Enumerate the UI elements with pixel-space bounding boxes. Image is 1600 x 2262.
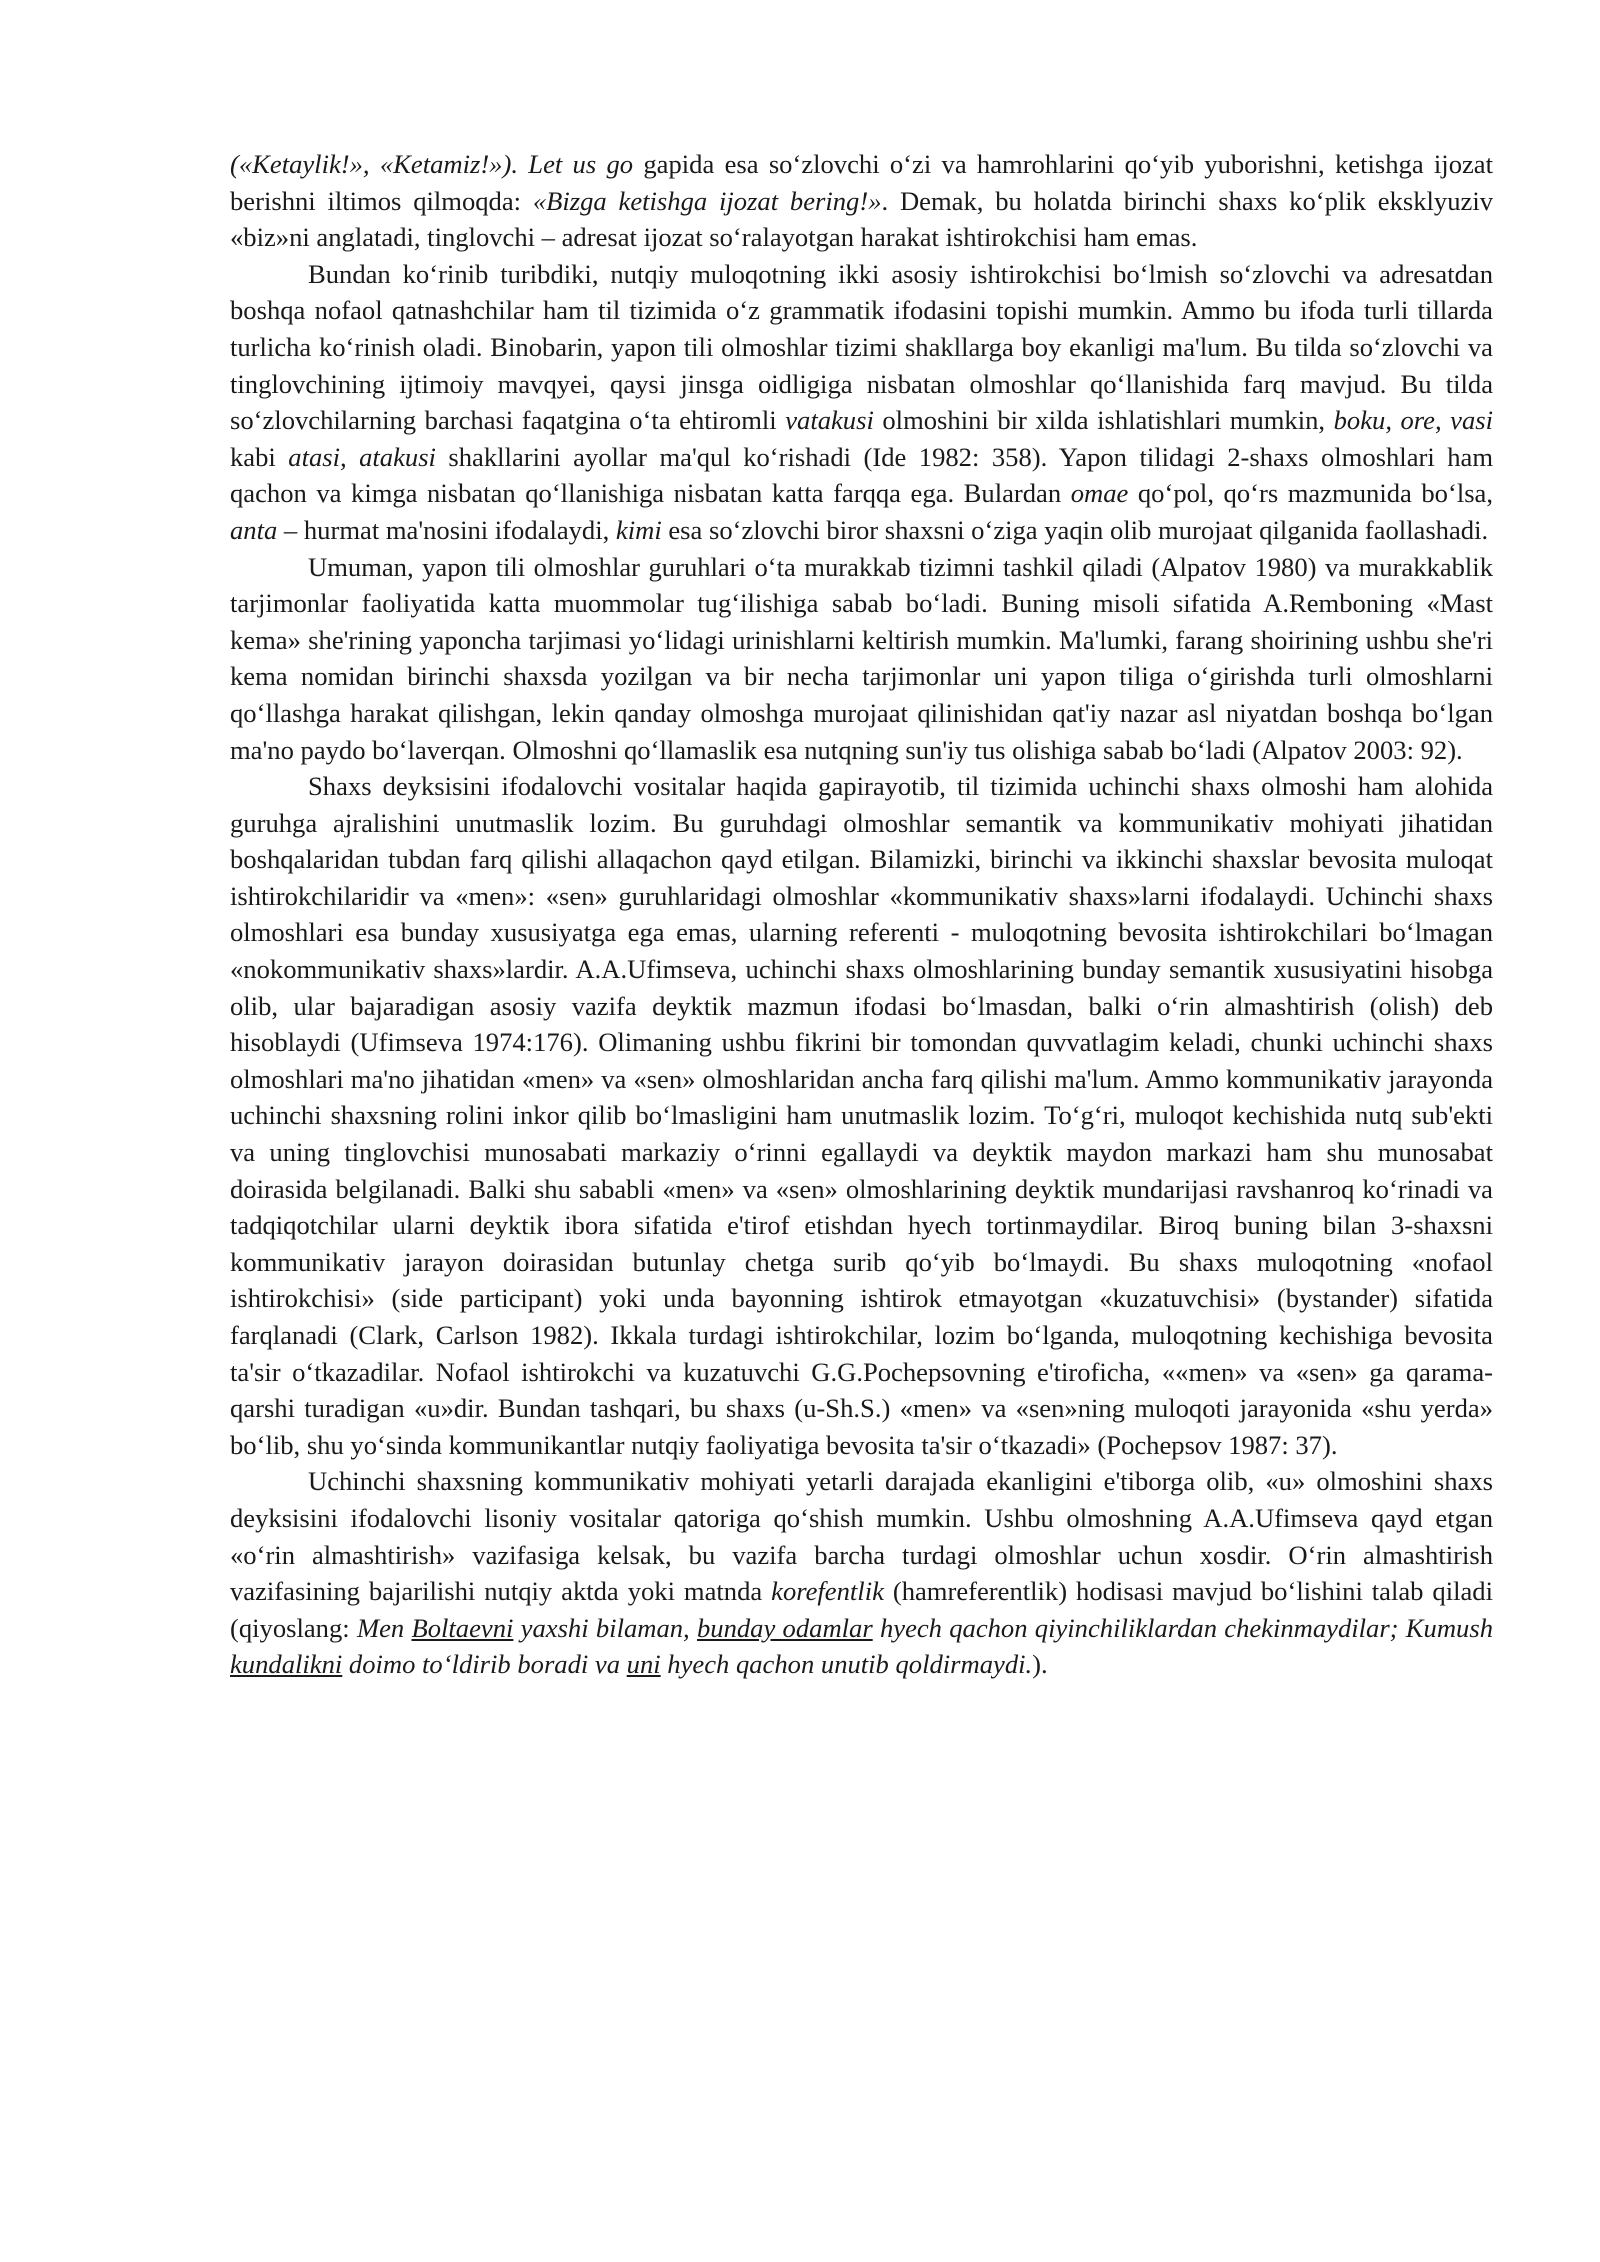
text-run: korefentlik [771,1576,884,1607]
text-run: . Demak, bu holatda birinchi shaxs ko‘plik eksklyuziv «biz»ni anglatadi, tinglovchi – adresat ijozat so‘ralayotgan harakat ishtirokchisi ham emas. [230,185,1494,253]
italic-text [357,1613,412,1643]
italic-text [230,149,633,179]
underlined-text [697,1613,873,1643]
text-run: qo‘pol, qo‘rs mazmunida bo‘lsa, [1128,478,1494,509]
text-run: «Bizga ketishga ijozat bering!» [532,185,882,216]
paragraph [230,1463,1493,1683]
italic-text [616,515,662,545]
italic-text [661,1649,1033,1679]
text-run: Boltaevni [411,1612,514,1643]
italic-text [342,1649,626,1679]
italic-text [771,1576,884,1606]
text-run: Bundan ko‘rinib turibdiki, nutqiy muloqotning ikki asosiy ishtirokchisi bo‘lmish so‘zlovchi va adresatdan boshqa nofaol qatnashchilar ham til tizimida o‘z grammatik ifodasini topishi mumkin. Ammo bu ifoda turli tillarda turlicha ko‘rinish oladi. Binobarin, yapon tili olmoshlar tizimi shakllarga boy ekanligi ma'lum. Bu tilda so‘zlovchi va tinglovchining ijtimoiy mavqyei, qaysi jinsga oidligiga nisbatan olmoshlar qo‘llanishida farq mavjud. Bu tilda so‘zlovchilarning barchasi faqatgina o‘ta ehtiromli [230,258,1493,436]
italic-text [411,1613,513,1643]
text-run: anta [230,514,278,545]
text-run: kabi [230,441,289,472]
text-run: bunday odamlar [696,1612,873,1643]
text-run: doimo to‘ldirib boradi va [342,1649,627,1680]
text-run: kundalikni [230,1649,343,1680]
text-run: olmoshini bir xilda ishlatishlari mumkin, [873,405,1334,436]
paragraph [230,768,1493,1463]
text-run: boku, ore, vasi [1333,405,1494,436]
underlined-text [411,1613,513,1643]
italic-text [873,1613,1493,1643]
underlined-text [627,1649,661,1679]
text-run: vatakusi [785,405,874,436]
text-run: gapida esa so‘zlovchi o‘zi va hamrohlarini qo‘yib yuborishni, ketishga ijozat berishni iltimos qilmoqda: [230,149,1493,216]
text-run: uni [626,1649,661,1680]
italic-text [627,1649,661,1679]
text-run: Uchinchi shaxsning kommunikativ mohiyati yetarli darajada ekanligini e'tiborga olib, «u» olmoshini shaxs deyksisini ifodalovchi lisoniy vositalar qatoriga qo‘shish mumkin. Ushbu olmoshning A.A.Ufimseva qayd etgan «o‘rin almashtirish» vazifasiga kelsak, bu vazifa barcha turdagi olmoshlar uchun xosdir. O‘rin almashtirish vazifasining bajarilishi nutqiy aktda yoki matnda [230,1466,1493,1607]
italic-text [230,1649,342,1679]
text-run: kimi [615,514,662,545]
text-run: – hurmat ma'nosini ifodalaydi, [277,514,616,545]
text-run: atasi, atakusi [288,441,436,472]
text-run: Shaxs deyksisini ifodalovchi vositalar haqida gapirayotib, til tizimida uchinchi shaxs olmoshi ham alohida guruhga ajralishini unutmaslik lozim. Bu guruhdagi olmoshlar semantik va kommunikativ mohiyati jihatidan boshqalaridan tubdan farq qilishi allaqachon qayd etilgan. Bilamizki, birinchi va ikkinchi shaxslar bevosita muloqat ishtirokchilaridir va «men»: «sen» guruhlaridagi olmoshlar «kommunikativ shaxs»larni ifodalaydi. Uchinchi shaxs olmoshlari esa bunday xususiyatga ega emas, ularning referenti - muloqotning bevosita ishtirokchilari bo‘lmagan «nokommunikativ shaxs»lardir. A.A.Ufimseva, uchinchi shaxs olmoshlarining bunday semantik xususiyatini hisobga olib, ular bajaradigan asosiy vazifa deyktik mazmun ifodasi bo‘lmasdan, balki o‘rin almashtirish (olish) deb hisoblaydi (Ufimseva 1974:176). Olimaning ushbu fikrini bir tomondan quvvatlagim keladi, chunki uchinchi shaxs olmoshlari ma'no jihatidan «men» va «sen» olmoshlaridan ancha farq qilishi ma'lum. Ammo kommunikativ jarayonda uchinchi shaxsning rolini inkor qilib bo‘lmasligini ham unutmaslik lozim. To‘g‘ri, muloqot kechishida nutq sub'ekti va uning tinglovchisi munosabati markaziy o‘rinni egallaydi va deyktik maydon markazi ham shu munosabat doirasida belgilanadi. Balki shu sababli «men» va «sen» olmoshlarining deyktik mundarijasi ravshanroq ko‘rinadi va tadqiqotchilar ularni deyktik ibora sifatida e'tirof etishdan hyech tortinmaydilar. Biroq buning bilan 3-shaxsni kommunikativ jarayon doirasidan butunlay chetga surib qo‘yib bo‘lmaydi. Bu shaxs muloqotning «nofaol ishtirokchisi» (side participant) yoki unda bayonning ishtirok etmayotgan «kuzatuvchisi» (bystander) sifatida farqlanadi (Clark, Carlson 1982). Ikkala turdagi ishtirokchilar, lozim bo‘lganda, muloqotning kechishiga bevosita ta'sir o‘tkazadilar. Nofaol ishtirokchi va kuzatuvchi G.G.Pochepsovning e'tiroficha, ««men» va «sen» ga qarama-qarshi turadigan «u»dir. Bundan tashqari, bu shaxs (u-Sh.S.) «men» va «sen»ning muloqoti jarayonida «shu yerda» bo‘lib, shu yo‘sinda kommunikantlar nutqiy faoliyatiga bevosita ta'sir o‘tkazadi» (Pochepsov 1987: 37). [230,771,1493,1460]
document-page [230,146,1493,1683]
italic-text [785,405,874,435]
italic-text [533,186,882,216]
text-run: shakllarini ayollar ma'qul ko‘rishadi (Ide 1982: 358). Yapon tilidagi 2-shaxs olmoshlari ham qachon va kimga nisbatan qo‘llanishiga nisbatan katta farqqa ega. Bulardan [230,441,1493,509]
italic-text [288,442,436,472]
text-run: («Ketaylik!», «Ketamiz!»). Let us go [230,149,634,179]
underlined-text [230,1649,342,1679]
paragraph [230,146,1493,256]
italic-text [1071,478,1129,508]
text-run: hyech qachon qiyinchiliklardan chekinmaydilar; Kumush [872,1612,1493,1643]
text-run: (hamreferentlik) hodisasi mavjud bo‘lishini talab qiladi (qiyoslang: [230,1576,1493,1643]
text-run: omae [1070,478,1129,509]
text-run: Umuman, yapon tili olmoshlar guruhlari o‘ta murakkab tizimni tashkil qiladi (Alpatov 1980) va murakkablik tarjimonlar faoliyatida katta muommolar tug‘ilishiga sabab bo‘ladi. Buning misoli sifatida A.Remboning «Mast kema» she'rining yaponcha tarjimasi yo‘lidagi urinishlarni keltirish mumkin. Ma'lumki, farang shoirining ushbu she'ri kema nomidan birinchi shaxsda yozilgan va bir necha tarjimonlar uni yapon tiliga o‘girishda turli olmoshlarni qo‘llashga harakat qilishgan, lekin qanday olmoshga murojaat qilinishidan qat'iy nazar asl niyatdan boshqa bo‘lgan ma'no paydo bo‘laverqan. Olmoshni qo‘llamaslik esa nutqning sun'iy tus olishiga sabab bo‘ladi (Alpatov 2003: 92). [230,551,1493,765]
paragraph [230,256,1493,549]
italic-text [513,1613,697,1643]
text-run: esa so‘zlovchi biror shaxsni o‘ziga yaqin olib murojaat qilganida faollashadi. [661,514,1489,545]
text-run: Men [356,1612,412,1643]
italic-text [697,1613,873,1643]
text-run: ). [1032,1649,1048,1680]
text-run: yaxshi bilaman, [513,1612,697,1643]
italic-text [1334,405,1493,435]
text-run: hyech qachon unutib qoldirmaydi. [660,1649,1033,1680]
paragraph [230,549,1493,769]
italic-text [230,515,277,545]
